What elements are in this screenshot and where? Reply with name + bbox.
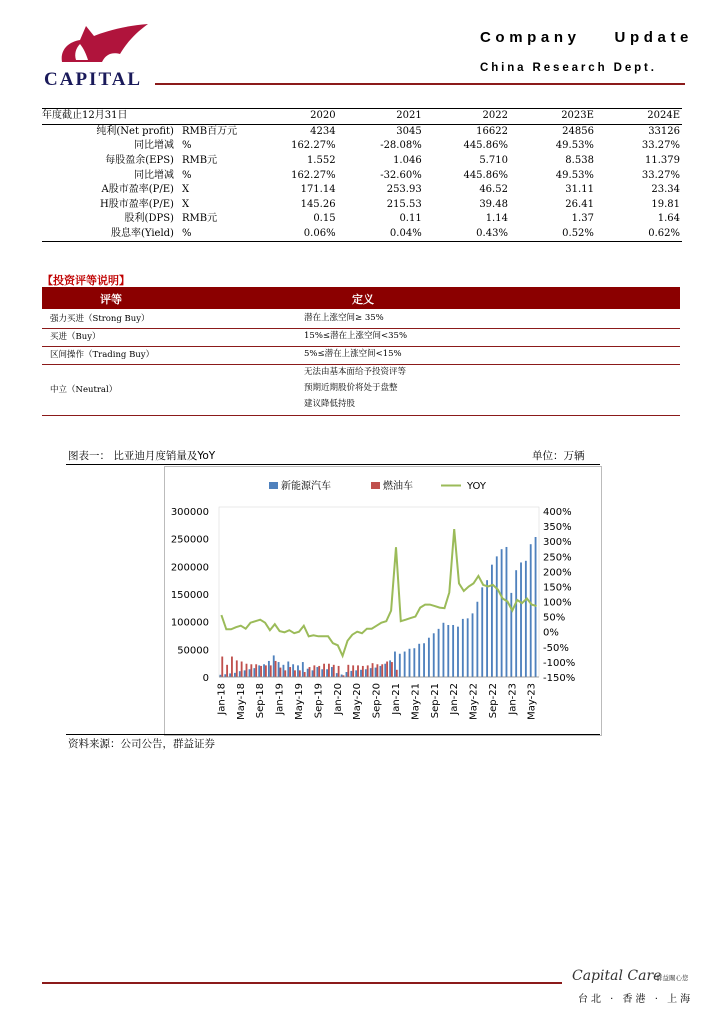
bar-ev	[263, 664, 265, 677]
value-cell: 1.046	[393, 155, 422, 167]
value-cell: 2024E	[596, 109, 682, 125]
chart-bottom-rule	[66, 734, 600, 735]
unit-cell: %	[180, 227, 251, 242]
y-right-tick-label: 300%	[543, 537, 572, 549]
x-tick-label: May-21	[410, 683, 422, 720]
row-label: 股利(DPS)	[124, 213, 174, 225]
x-tick-label: Jan-21	[390, 683, 402, 715]
bar-ev	[506, 547, 508, 677]
table-row	[42, 168, 682, 183]
value-cell: 8.538	[565, 155, 594, 167]
bar-ev	[321, 669, 323, 677]
bar-ev	[312, 670, 314, 677]
bar-ev	[418, 644, 420, 677]
bar-ev	[258, 665, 260, 677]
table-row	[42, 212, 682, 227]
x-tick-label: May-22	[468, 683, 480, 720]
value-cell: 24856	[562, 125, 594, 137]
legend-label: 燃油车	[383, 481, 413, 492]
bar-ev	[292, 664, 294, 677]
bar-ice	[255, 664, 257, 677]
row-label: 纯利(Net profit)	[96, 125, 174, 137]
x-tick-label: Jan-23	[507, 683, 519, 715]
y-left-tick-label: 100000	[170, 617, 209, 629]
chart-source: 资料来源：公司公告，群益证券	[68, 738, 215, 750]
y-right-tick-label: 350%	[543, 522, 572, 534]
row-label: 每股盈余(EPS)	[105, 155, 174, 167]
bar-ev	[336, 673, 338, 677]
value-cell: -32.60%	[380, 169, 422, 181]
bar-ev	[331, 667, 333, 677]
y-left-tick-label: 150000	[170, 590, 209, 601]
rating-definition	[304, 346, 402, 362]
bar-ev	[239, 671, 241, 677]
rating-row	[42, 310, 680, 329]
footer-cities: 台北 · 香港 · 上海	[578, 994, 694, 1005]
bar-ev	[530, 544, 532, 677]
rating-definition-line: 无法由基本面给予投资评等	[304, 367, 407, 377]
bar-ev	[443, 623, 445, 677]
y-left-tick-label: 0	[202, 673, 209, 684]
value-cell: 445.86%	[463, 140, 508, 152]
bar-ev	[302, 662, 304, 677]
bar-ev	[389, 660, 391, 677]
rating-row	[42, 328, 680, 347]
bar-ev	[273, 655, 275, 677]
value-cell: 5.710	[479, 155, 508, 167]
value-cell: 4234	[310, 125, 336, 137]
value-cell: -28.08%	[380, 140, 422, 152]
value-cell: 11.379	[645, 155, 680, 167]
x-tick-label: Sep-20	[371, 683, 383, 719]
row-label: 年度截止12月31日	[42, 109, 180, 125]
chart-title: 图表一： 比亚迪月度销量及YoY	[68, 450, 216, 462]
bar-ice	[250, 664, 252, 677]
bar-ev	[375, 668, 377, 677]
bar-ice	[270, 665, 272, 677]
unit-cell: %	[181, 140, 192, 152]
value-cell: 171.14	[300, 184, 336, 196]
report-type-left: Company	[480, 29, 581, 46]
bar-ice	[236, 660, 238, 677]
rating-row	[42, 346, 680, 365]
y-right-tick-label: -150%	[543, 673, 576, 684]
bar-ev	[496, 556, 498, 677]
value-cell: 1.14	[485, 213, 508, 225]
bar-ev	[486, 580, 488, 677]
rating-definition-line: 5%≤潜在上涨空间<15%	[304, 349, 402, 359]
x-tick-label: Jan-18	[216, 683, 228, 715]
bar-ice	[221, 657, 223, 677]
bar-ev	[365, 669, 367, 677]
bar-ice	[318, 666, 320, 677]
bar-ev	[481, 587, 483, 677]
row-label: 同比增减	[133, 169, 174, 181]
y-right-tick-label: 150%	[543, 582, 572, 594]
x-tick-label: Sep-18	[255, 683, 267, 719]
value-cell: 0.11	[399, 213, 422, 225]
legend-label: YOY	[467, 481, 486, 492]
bar-ice	[231, 657, 233, 677]
department: China Research Dept.	[480, 62, 657, 74]
footer-brand-sub: 群益關心您	[656, 974, 688, 982]
bar-ice	[362, 666, 364, 677]
value-cell: 1.552	[306, 155, 336, 167]
y-right-tick-label: 50%	[543, 612, 566, 624]
bar-ev	[515, 570, 517, 677]
value-cell: 19.81	[651, 198, 680, 210]
bar-ev	[413, 648, 415, 677]
unit-cell: X	[181, 198, 190, 210]
bar-ev	[438, 629, 440, 677]
table-row	[42, 139, 682, 154]
bar-ev	[472, 613, 474, 677]
value-cell: 0.06%	[251, 227, 337, 242]
rating-row	[42, 364, 680, 416]
bar-ev	[350, 671, 352, 677]
x-tick-label: May-20	[352, 683, 364, 720]
value-cell: 0.43%	[424, 227, 510, 242]
value-cell: 31.11	[565, 184, 594, 196]
bar-ev	[501, 549, 503, 677]
bar-ev	[379, 666, 381, 677]
bar-ice	[265, 665, 267, 677]
value-cell: 0.62%	[596, 227, 682, 242]
legend-swatch	[269, 482, 278, 489]
financial-table	[42, 108, 682, 242]
x-tick-label: May-23	[526, 683, 538, 720]
y-right-tick-label: 200%	[543, 567, 572, 579]
bar-ice	[294, 670, 296, 677]
rating-definition-line: 预期近期股价将处于盘整	[304, 383, 398, 393]
table-header-row	[42, 109, 682, 125]
bar-ice	[333, 665, 335, 677]
footer-brand: Capital Care	[572, 968, 662, 984]
capital-logo	[42, 22, 154, 88]
table-row	[42, 198, 682, 213]
value-cell: 3045	[396, 125, 422, 137]
bar-ev	[394, 652, 396, 677]
rating-definition	[304, 310, 384, 326]
table-row	[42, 124, 682, 139]
unit-cell: RMB元	[181, 213, 218, 225]
rating-definition-line: 潜在上涨空间≥ 35%	[304, 313, 384, 323]
y-left-tick-label: 200000	[170, 562, 209, 574]
y-right-tick-label: 100%	[543, 597, 572, 609]
unit-cell: RMB百万元	[181, 125, 238, 137]
x-tick-label: Sep-22	[487, 683, 499, 719]
bar-ev	[384, 664, 386, 677]
bar-ev	[355, 670, 357, 677]
value-cell: 0.15	[313, 213, 336, 225]
unit-cell: %	[181, 169, 192, 181]
y-left-tick-label: 250000	[170, 534, 209, 546]
unit-cell: X	[181, 184, 190, 196]
y-left-tick-label: 300000	[170, 507, 209, 518]
rating-grade: 区间操作（Trading Buy）	[50, 350, 155, 360]
bar-ice	[357, 665, 359, 677]
rating-title: 【投资评等说明】	[42, 274, 130, 287]
value-cell: 0.52%	[510, 227, 596, 242]
bar-ice	[260, 666, 262, 677]
rating-grade: 中立（Neutral）	[50, 384, 118, 395]
bar-ev	[370, 668, 372, 677]
logo-text: CAPITAL	[44, 69, 143, 88]
value-cell: 145.26	[300, 198, 336, 210]
bar-ice	[309, 667, 311, 677]
value-cell: 2020	[251, 109, 337, 125]
chart-top-rule	[66, 464, 600, 465]
x-tick-label: Jan-19	[274, 683, 286, 715]
row-label: H股市盈率(P/E)	[100, 198, 174, 210]
value-cell: 33126	[648, 125, 680, 137]
bar-ev	[287, 662, 289, 677]
yoy-line	[221, 529, 536, 656]
bar-ev	[224, 674, 226, 677]
y-left-tick-label: 50000	[177, 645, 209, 657]
report-type	[480, 29, 693, 46]
value-cell: 33.27%	[641, 140, 680, 152]
chart-unit: 单位：万辆	[532, 450, 585, 462]
bar-ev	[433, 633, 435, 677]
bar-ice	[347, 665, 349, 677]
bar-ev	[399, 654, 401, 677]
row-label: 股息率(Yield)	[42, 227, 180, 242]
rating-definition	[304, 364, 406, 412]
bar-ice	[304, 672, 306, 677]
bar-ice	[226, 665, 228, 677]
bar-ev	[428, 638, 430, 677]
bar-ice	[328, 664, 330, 677]
value-cell: 215.53	[386, 198, 422, 210]
bar-ice	[372, 663, 374, 677]
bar-ev	[283, 665, 285, 677]
y-right-tick-label: 250%	[543, 552, 572, 564]
bar-ev	[360, 670, 362, 677]
bar-ice	[396, 670, 398, 677]
value-cell: 2022	[424, 109, 510, 125]
bar-ice	[391, 662, 393, 677]
x-tick-label: Jan-20	[332, 683, 344, 715]
sales-chart	[164, 466, 602, 736]
bar-ice	[367, 665, 369, 677]
bar-ev	[307, 669, 309, 677]
bar-ev	[476, 602, 478, 677]
y-right-tick-label: -50%	[543, 642, 569, 654]
bar-ev	[229, 673, 231, 677]
bar-ev	[316, 667, 318, 677]
bar-ev	[326, 669, 328, 677]
bar-ice	[338, 666, 340, 677]
value-cell: 39.48	[479, 198, 508, 210]
y-right-tick-label: -100%	[543, 657, 576, 669]
bar-ev	[346, 672, 348, 677]
value-cell: 46.52	[479, 184, 508, 196]
value-cell: 49.53%	[555, 140, 594, 152]
x-tick-label: May-19	[294, 683, 305, 720]
bar-ev	[409, 649, 411, 677]
bar-ice	[313, 665, 315, 677]
value-cell: 0.04%	[338, 227, 424, 242]
bar-ice	[376, 664, 378, 677]
row-label: A股市盈率(P/E)	[101, 184, 174, 196]
bar-ev	[278, 662, 280, 677]
bar-ice	[246, 664, 248, 677]
bar-ev	[234, 673, 236, 677]
bar-ev	[297, 665, 299, 677]
table-row	[42, 183, 682, 198]
rating-definition-line: 15%≤潜在上涨空间<35%	[304, 331, 408, 341]
bar-ev	[457, 627, 459, 677]
x-tick-label: Sep-19	[313, 683, 325, 719]
value-cell: 162.27%	[291, 169, 336, 181]
capital-care-logo	[570, 962, 688, 988]
bar-ice	[386, 662, 388, 677]
x-tick-label: Jan-22	[449, 683, 461, 715]
bar-ice	[280, 668, 282, 677]
value-cell: 23.34	[651, 184, 680, 196]
header-rule	[155, 83, 685, 85]
value-cell: 445.86%	[463, 169, 508, 181]
table-row	[42, 154, 682, 169]
bar-ev	[404, 652, 406, 677]
bar-ev	[249, 669, 251, 677]
x-tick-label: May-18	[235, 683, 247, 720]
row-label: 同比增减	[133, 140, 174, 152]
bar-ice	[299, 670, 301, 677]
bar-ev	[447, 625, 449, 677]
rating-definition	[304, 328, 407, 344]
value-cell: 2021	[338, 109, 424, 125]
bar-ev	[253, 668, 255, 677]
rating-definition-line: 建议降低持股	[304, 399, 356, 409]
bar-ev	[268, 661, 270, 677]
bar-ev	[520, 562, 522, 677]
rating-grade: 强力买进（Strong Buy）	[50, 314, 150, 324]
bar-ice	[275, 661, 277, 677]
value-cell: 1.64	[657, 213, 680, 225]
bar-ice	[289, 667, 291, 677]
value-cell: 33.27%	[641, 169, 680, 181]
legend-label: 新能源汽车	[281, 481, 331, 492]
unit-cell	[180, 109, 251, 125]
bar-ev	[462, 619, 464, 677]
bar-ice	[284, 670, 286, 677]
bar-ev	[244, 670, 246, 677]
legend-swatch	[371, 482, 380, 489]
bar-ice	[241, 662, 243, 677]
value-cell: 1.37	[571, 213, 594, 225]
y-right-tick-label: 0%	[543, 627, 559, 639]
report-type-right: Update	[614, 29, 693, 46]
bar-ice	[323, 664, 325, 677]
rating-col-grade: 评等	[100, 293, 122, 306]
bar-ice	[381, 664, 383, 677]
bar-ev	[423, 643, 425, 677]
x-tick-label: Sep-21	[429, 683, 441, 719]
bar-ev	[452, 625, 454, 677]
value-cell: 2023E	[510, 109, 596, 125]
bar-ev	[525, 561, 527, 677]
value-cell: 26.41	[565, 198, 594, 210]
rating-grade: 买进（Buy）	[50, 332, 101, 342]
value-cell: 49.53%	[555, 169, 594, 181]
value-cell: 162.27%	[291, 140, 336, 152]
rating-header	[42, 287, 680, 309]
bar-ice	[352, 665, 354, 677]
value-cell: 16622	[476, 125, 508, 137]
unit-cell: RMB元	[181, 155, 218, 167]
y-right-tick-label: 400%	[543, 507, 572, 518]
table-row	[42, 227, 682, 242]
bar-ev	[467, 618, 469, 677]
bar-ev	[491, 565, 493, 677]
footer-rule	[42, 982, 562, 984]
rating-col-definition: 定义	[352, 293, 374, 306]
value-cell: 253.93	[386, 184, 422, 196]
